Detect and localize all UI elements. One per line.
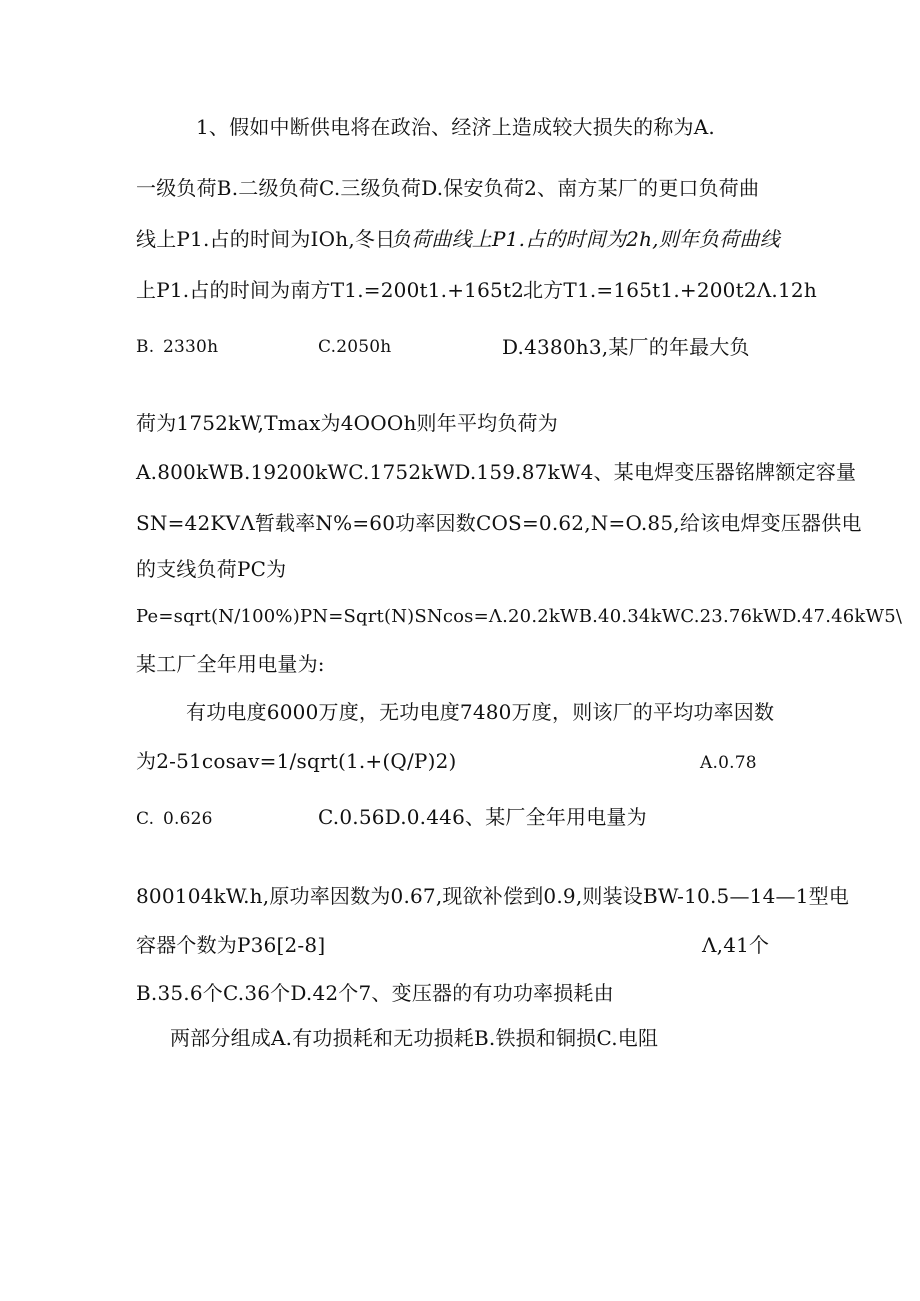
text-line-2: 一级负荷B.二级负荷C.三级负荷D.保安负荷2、南方某厂的更口负荷曲: [136, 176, 760, 200]
text-line-15: 800104kW.h,原功率因数为0.67,现欲补偿到0.9,则装设BW-10.5—14—1型电: [136, 884, 850, 908]
text-line-16: 容器个数为P36[2-8]: [136, 933, 326, 957]
text-line-7: A.800kWB.19200kWC.1752kWD.159.87kW4、某电焊变压器铭牌额定容量: [136, 460, 857, 484]
text-line-4: 上P1.占的时间为南方T1.=200t1.+165t2: [136, 278, 525, 302]
text-line-10: Pe=sqrt(N∕100%)PN=Sqrt(N)SNcos=Λ.20.2kWB.40.34kWC.23.76kWD.47.46kW5\: [136, 606, 903, 627]
text-line-11: 某工厂全年用电量为:: [136, 652, 325, 676]
text-line-12: 有功电度6000万度，无功电度7480万度，则该厂的平均功率因数: [186, 700, 775, 724]
text-line-9: 的支线负荷PC为: [136, 557, 287, 581]
text-line-13: 为2-51cosav=1∕sqrt(1.+(Q∕P)2): [136, 749, 457, 773]
text-line-3b: 负荷曲线上P1.占的时间为2h,则年负荷曲线: [391, 227, 780, 251]
text-line-4b: 北方T1.=165t1.+200t2Λ.12h: [523, 278, 817, 302]
text-line-8: SN=42KVΛ暂载率N%=60功率因数COS=0.62,N=O.85,给该电焊变压器供电: [136, 511, 862, 535]
text-line-17: B.35.6个C.36个D.42个7、变压器的有功功率损耗由: [136, 981, 614, 1005]
text-line-5d: D.4380h3,某厂的年最大负: [502, 335, 750, 359]
text-line-5b: 2330h: [163, 337, 219, 357]
text-line-5c: C.2050h: [318, 337, 392, 357]
text-line-16b: Λ,41个: [702, 933, 770, 957]
text-line-13b: A.0.78: [700, 753, 757, 773]
text-line-14b: 0.626: [163, 809, 213, 829]
text-line-5a: B.: [136, 337, 155, 357]
text-line-18: 两部分组成A.有功损耗和无功损耗B.铁损和铜损C.电阻: [170, 1026, 659, 1050]
text-line-14c: C.0.56D.0.446、某厂全年用电量为: [318, 805, 647, 829]
text-line-14a: C.: [136, 809, 155, 829]
text-line-6: 荷为1752kW,Tmax为4OOOh则年平均负荷为: [136, 411, 558, 435]
text-line-3: 线上P1.占的时间为IOh,冬日: [136, 227, 396, 251]
text-line-1: 1、假如中断供电将在政治、经济上造成较大损失的称为A.: [196, 115, 715, 139]
